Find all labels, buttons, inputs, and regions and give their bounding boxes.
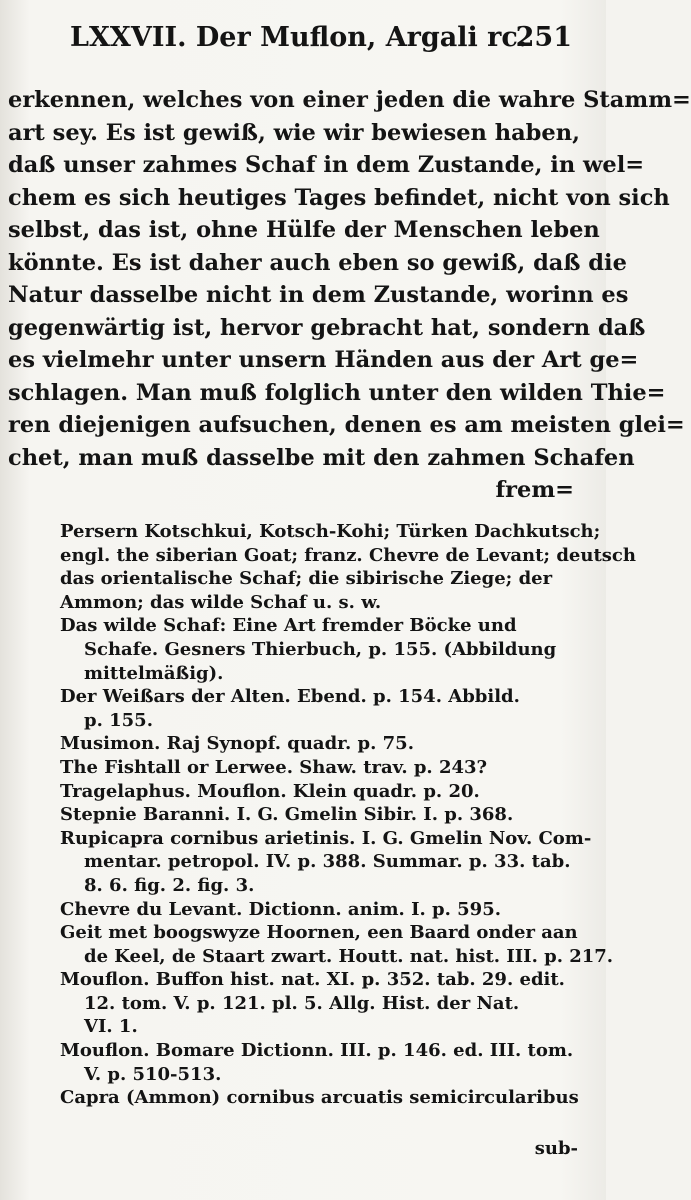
footnote-entry	[60, 732, 586, 756]
text-line: chem es sich heutiges Tages befindet, nicht von sich	[8, 184, 670, 211]
footnote-entry	[60, 803, 586, 827]
footnote-line: Capra (Ammon) cornibus arcuatis semicircularibus	[60, 1087, 579, 1109]
footnote-entry	[60, 1039, 586, 1086]
footnote-line: Musimon. Raj Synopf. quadr. p. 75.	[60, 733, 414, 755]
footnote-entry	[60, 520, 636, 614]
running-header	[70, 20, 580, 56]
footnote-line: 12. tom. V. p. 121. pl. 5. Allg. Hist. der Nat.	[84, 992, 520, 1014]
footnote-line: Rupicapra cornibus arietinis. I. G. Gmelin Nov. Com-	[60, 827, 592, 849]
footnote-line: 8. 6. fig. 2. fig. 3.	[84, 874, 255, 896]
footnote-entry	[60, 780, 586, 804]
footnote-entry	[60, 827, 592, 898]
footnote-entry	[60, 898, 586, 922]
main-text	[8, 84, 691, 507]
text-line: erkennen, welches von einer jeden die wahre Stamm=	[8, 87, 691, 113]
footnote-entry	[60, 614, 586, 685]
footnote-line: Das wilde Schaf: Eine Art fremder Böcke und	[60, 615, 517, 637]
footnote-line: VI. 1.	[84, 1016, 138, 1038]
text-line: es vielmehr unter unsern Händen aus der Art ge=	[8, 347, 639, 373]
footnotes	[60, 520, 636, 1110]
footnote-entry	[60, 968, 586, 1039]
footnote-line: p. 155.	[84, 709, 153, 731]
footnote-line: Geit met boogswyze Hoornen, een Baard onder aan	[60, 922, 578, 944]
footnote-catchword: sub-	[534, 1138, 578, 1159]
footnote-entry	[60, 756, 586, 780]
text-line: chet, man muß dasselbe mit den zahmen Schafen	[8, 444, 635, 471]
footnote-line: Mouflon. Buffon hist. nat. XI. p. 352. tab. 29. edit.	[60, 969, 565, 991]
footnote-line: de Keel, de Staart zwart. Houtt. nat. hist. III. p. 217.	[84, 945, 614, 967]
footnote-line: The Fishtall or Lerwee. Shaw. trav. p. 243?	[60, 756, 488, 778]
footnote-line: Tragelaphus. Mouflon. Klein quadr. p. 20.	[60, 780, 480, 802]
footnote-line: Schafe. Gesners Thierbuch, p. 155. (Abbildung	[84, 638, 557, 660]
footnote-line: mentar. petropol. IV. p. 388. Summar. p. 33. tab.	[84, 851, 571, 873]
catchword: frem=	[495, 477, 574, 503]
footnote-line: Chevre du Levant. Dictionn. anim. I. p. 595.	[60, 898, 501, 920]
text-line: ren diejenigen aufsuchen, denen es am meisten glei=	[8, 412, 685, 438]
footnote-line: mittelmäßig).	[84, 662, 224, 684]
footnote-line: Mouflon. Bomare Dictionn. III. p. 146. ed. III. tom.	[60, 1040, 574, 1062]
page-number: 251	[515, 22, 572, 53]
footnote-line: V. p. 510-513.	[84, 1063, 222, 1085]
text-line: daß unser zahmes Schaf in dem Zustande, in wel=	[8, 152, 645, 178]
footnote-line: Der Weißars der Alten. Ebend. p. 154. Abbild.	[60, 686, 520, 708]
footnote-line: Persern Kotschkui, Kotsch-Kohi; Türken Dachkutsch;	[60, 521, 601, 542]
footnote-entry	[60, 1086, 586, 1110]
text-line: gegenwärtig ist, hervor gebracht hat, sondern daß	[8, 314, 646, 341]
text-line: könnte. Es ist daher auch eben so gewiß, daß die	[8, 249, 627, 276]
footnote-line: Ammon; das wilde Schaf u. s. w.	[60, 591, 382, 613]
footnote-line: Stepnie Baranni. I. G. Gmelin Sibir. I. p. 368.	[60, 804, 514, 826]
chapter-title: LXXVII. Der Muflon, Argali rc.	[70, 22, 528, 53]
text-line: schlagen. Man muß folglich unter den wilden Thie=	[8, 379, 666, 406]
text-line: selbst, das ist, ohne Hülfe der Menschen leben	[8, 217, 600, 243]
footnote-entry	[60, 685, 586, 732]
text-line: art sey. Es ist gewiß, wie wir bewiesen haben,	[8, 119, 580, 146]
footnote-line: engl. the siberian Goat; franz. Chevre de Levant; deutsch	[60, 544, 636, 566]
text-line: Natur dasselbe nicht in dem Zustande, worinn es	[8, 282, 629, 308]
footnote-line: das orientalische Schaf; die sibirische Ziege; der	[60, 568, 553, 590]
footnote-entry	[60, 921, 614, 968]
